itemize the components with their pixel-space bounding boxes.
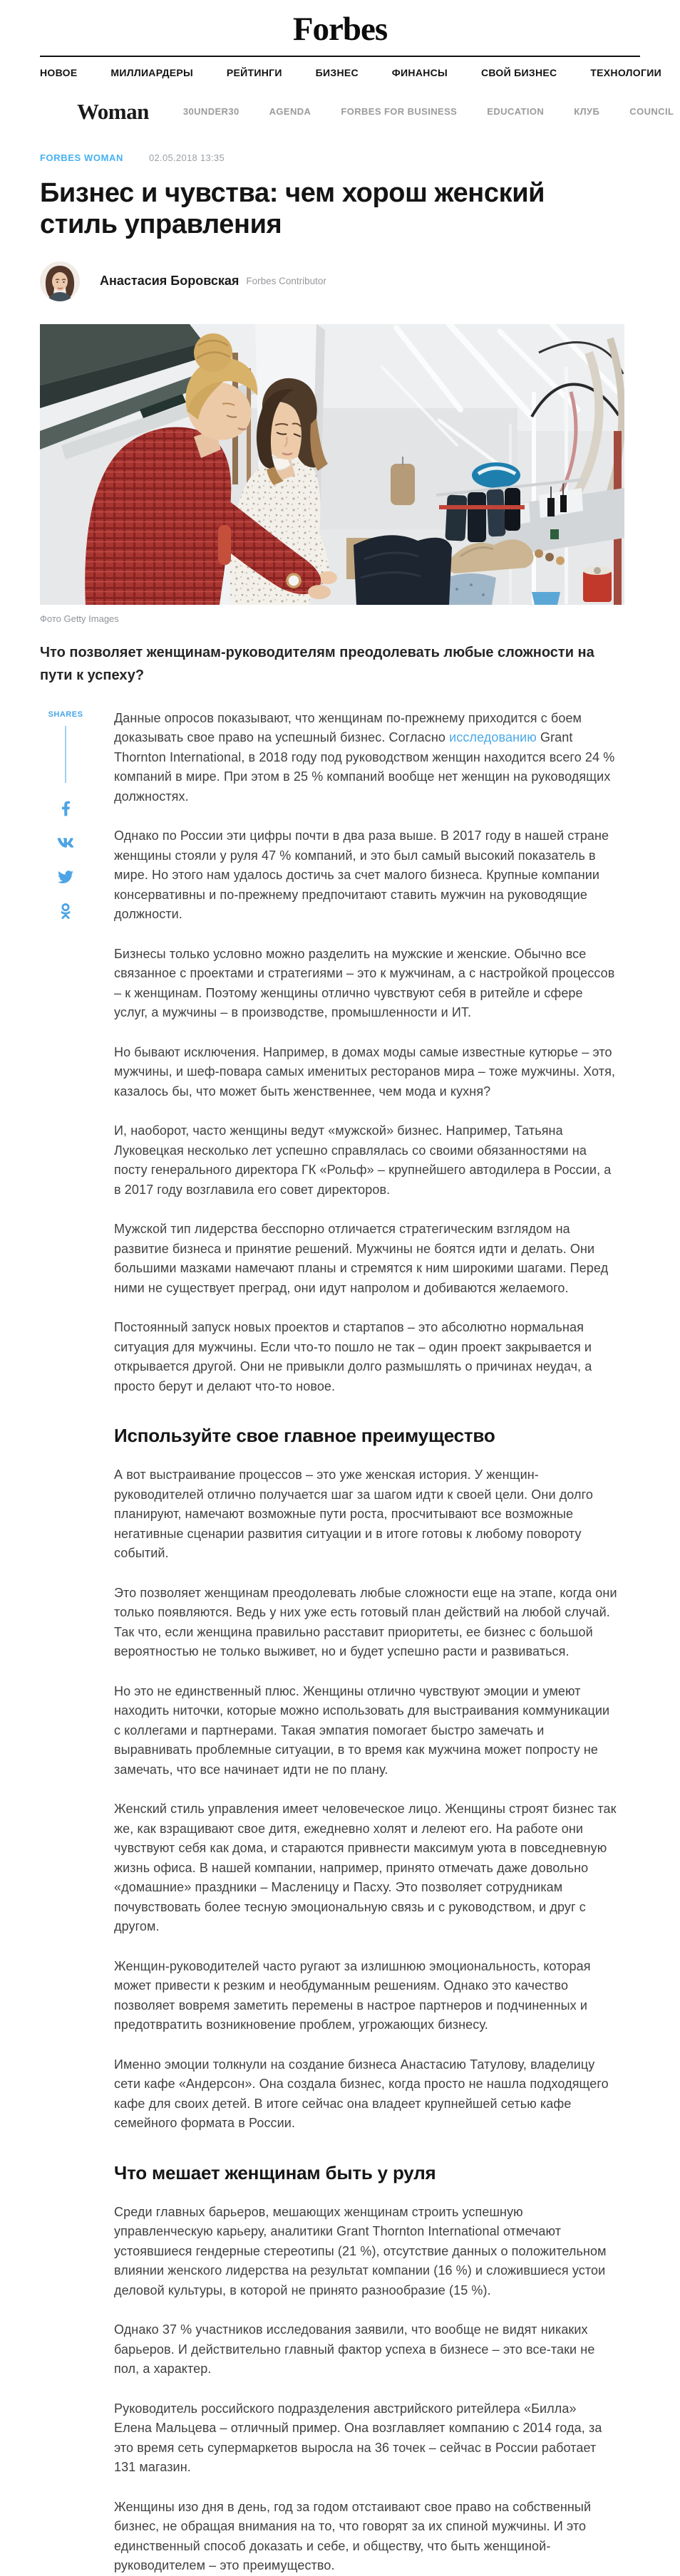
article bbox=[40, 152, 626, 2576]
article-paragraph: Но бывают исключения. Например, в домах моды самые известные кутюрье – это мужчины, и шеф-повара самых именитых ресторанов мира – тоже мужчины. Хотя, казалось бы, что может быть женственнее, чем мода и кухня? bbox=[114, 1044, 616, 1099]
article-paragraph: Однако по России эти цифры почти в два раза выше. В 2017 году в нашей стране женщины стояли у руля 47 % компаний, и это был самый высокий показатель в мире. Но этого нам удалось достичь за счет малого бизнеса. Крупные компании консервативны и по-прежнему предпочитают ставить мужчин на руководящие должности. bbox=[114, 829, 609, 922]
forbes-woman-logo[interactable]: Woman bbox=[77, 98, 149, 124]
facebook-share-icon[interactable] bbox=[57, 800, 74, 817]
secondary-nav-item[interactable]: FORBES FOR BUSINESS bbox=[341, 106, 458, 118]
article-paragraph: Женский стиль управления имеет человеческое лицо. Женщины строят бизнес так же, как взращивают свое дитя, ежедневно холят и лелеют его. На работе они чувствуют себя как дома, и стараются привнести максимум уюта в повседневную жизнь офиса. В нашей компании, например, принято отмечать даже довольно «домашние» праздники – Масленицу и Пасху. Это позволяет сотрудникам почувствовать более тесную эмоциональную связь и с руководством, и друг с другом. bbox=[114, 1802, 617, 1934]
article-paragraph: И, наоборот, часто женщины ведут «мужской» бизнес. Например, Татьяна Луковецкая несколько лет успешно справлялась со своими обязанностями на посту генерального директора ГК «Рольф» – крупнейшего автодилера в России, а в 2017 году возглавила его совет директоров. bbox=[114, 1123, 612, 1197]
primary-nav-item[interactable]: МИЛЛИАРДЕРЫ bbox=[110, 66, 194, 78]
article-paragraph: Данные опросов показывают, что женщинам по-прежнему приходится с боем доказывать свое право на успешный бизнес. Согласно исследованию Grant Thornton International, в 2018 году под руководством женщин находится всего 24 % компаний в мире. При этом в 25 % компаний вообще нет женщин на руководящих должностях. bbox=[114, 710, 615, 804]
hero-image bbox=[40, 324, 624, 605]
primary-nav-item[interactable]: ТЕХНОЛОГИИ bbox=[590, 66, 661, 78]
publish-date: 02.05.2018 13:35 bbox=[148, 152, 225, 163]
article-paragraph: Женщин-руководителей часто ругают за излишнюю эмоциональность, которая может привести к резким и необдуманным решениям. Однако это качество позволяет вовремя заметить перемены в настрое партнеров и подчиненных и предотвратить возникновение проблем, угрожающих бизнесу. bbox=[114, 1958, 591, 2032]
article-paragraph: Постоянный запуск новых проектов и стартапов – это абсолютно нормальная ситуация для мужчины. Если что-то пошло не так – один проект закрывается и открывается другой. Они не привыкли долго размышлять о причинах неудач, а просто берут и делают что-то новое. bbox=[114, 1320, 592, 1393]
secondary-nav-item[interactable]: 30UNDER30 bbox=[182, 106, 239, 118]
photo-credit: Фото Getty Images bbox=[40, 613, 119, 624]
section-heading: Что мешает женщинам быть у руля bbox=[114, 2161, 436, 2183]
twitter-share-icon[interactable] bbox=[57, 868, 74, 886]
shares-label: SHARES bbox=[48, 710, 83, 719]
breadcrumb-row bbox=[40, 152, 626, 163]
article-paragraph: Среди главных барьеров, мешающих женщинам строить успешную управленческую карьеру, аналитики Grant Thornton International отмечают устоявшиеся гендерные стереотипы (21 %), отсутствие данных о положительном влиянии женского лидерства на результат компании (16 %) и сложившиеся устои деловой культуры, в которой не принято разнообразие (15 %). bbox=[114, 2204, 607, 2297]
primary-nav-item[interactable]: РЕЙТИНГИ bbox=[226, 66, 282, 78]
forbes-logo[interactable]: Forbes bbox=[292, 11, 388, 48]
secondary-nav-item[interactable]: КЛУБ bbox=[574, 106, 600, 118]
secondary-nav bbox=[77, 90, 674, 134]
primary-nav bbox=[40, 57, 661, 88]
article-paragraph: Мужской тип лидерства бесспорно отличается стратегическим взглядом на развитие бизнеса и принятие решений. Мужчины не боятся идти и делать. Они большими мазками намечают планы и стремятся к ним широкими шагами. Перед ними не существует преград, они идут напролом и добиваются желаемого. bbox=[114, 1222, 609, 1295]
article-lead: Что позволяет женщинам-руководителям преодолевать любые сложности на пути к успеху? bbox=[40, 644, 594, 684]
author-name[interactable]: Анастасия Боровская bbox=[100, 274, 239, 289]
article-paragraph: Однако 37 % участников исследования заявили, что вообще не видят никаких барьеров. И действительно главный фактор успеха в бизнесе – это все-таки не пол, а характер. bbox=[114, 2322, 595, 2377]
inline-link[interactable]: исследованию bbox=[449, 730, 537, 745]
article-body bbox=[114, 709, 626, 2576]
author-block bbox=[40, 261, 626, 301]
page-title: Бизнес и чувства: чем хорош женский стиль управления bbox=[40, 177, 545, 239]
primary-nav-item[interactable]: НОВОЕ bbox=[40, 66, 78, 78]
primary-nav-item[interactable]: ФИНАНСЫ bbox=[391, 66, 448, 78]
author-role: Forbes Contributor bbox=[246, 276, 326, 287]
share-divider bbox=[65, 726, 66, 783]
article-paragraph: А вот выстраивание процессов – это уже женская история. У женщин-руководителей отлично получается шаг за шагом идти к своей цели. Они долго планируют, намечают возможные пути роста, просчитывают все возможные негативные сценарии развития ситуации и в итоге готовы к любому повороту событий. bbox=[114, 1468, 594, 1561]
secondary-nav-item[interactable]: AGENDA bbox=[269, 106, 311, 118]
site-header bbox=[0, 0, 680, 134]
section-heading: Используйте свое главное преимущество bbox=[114, 1425, 495, 1447]
avatar bbox=[40, 261, 80, 301]
article-paragraph: Женщины изо дня в день, год за годом отстаивают свое право на собственный бизнес, не обращая внимания на то, что говорят за их спиной мужчины. И это единственный способ доказать и себе, и обществу, что быть женщиной-руководителем – это преимущество. bbox=[114, 2499, 592, 2573]
primary-nav-item[interactable]: БИЗНЕС bbox=[315, 66, 359, 78]
vk-share-icon[interactable] bbox=[57, 834, 74, 851]
article-paragraph: Бизнесы только условно можно разделить на мужские и женские. Обычно все связанное с проектами и стратегиями – это к мужчинам, а с настройкой процессов – к женщинам. Поэтому женщины отлично чувствуют себя в ритейле и сфере услуг, а мужчины – в производстве, промышленности и ИТ. bbox=[114, 946, 615, 1020]
share-rail bbox=[48, 710, 83, 920]
article-paragraph: Именно эмоции толкнули на создание бизнеса Анастасию Татулову, владелицу сети кафе «Андерсон». Она создала бизнес, когда просто не нашла подходящего кафе для своих детей. В итоге сейчас она владеет крупнейшей сетью кафе семейного формата в России. bbox=[114, 2057, 609, 2131]
article-paragraph: Но это не единственный плюс. Женщины отлично чувствуют эмоции и умеют находить ниточки, которые можно использовать для выстраивания коммуникации с коллегами и партнерами. Такая эмпатия помогает быстро замечать и выравнивать проблемные ситуации, в то время как мужчина может попросту не замечать, что все начинает идти не по плану. bbox=[114, 1683, 610, 1777]
odnoklassniki-share-icon[interactable] bbox=[57, 903, 74, 920]
article-paragraph: Руководитель российского подразделения австрийского ритейлера «Билла» Елена Мальцева – отличный пример. Она возглавляет компанию с 2014 года, за это время сеть супермаркетов выросла на 36 точек – сейчас в России работает 131 магазин. bbox=[114, 2401, 602, 2475]
secondary-nav-item[interactable]: EDUCATION bbox=[487, 106, 545, 118]
article-paragraph: Это позволяет женщинам преодолевать любые сложности еще на этапе, когда они только появляются. Ведь у них уже есть готовый план действий на любой случай. Так что, если женщина правильно расставит приоритеты, ее бизнес с большой вероятностью не только выживет, но и будет успешно расти и развиваться. bbox=[114, 1585, 617, 1659]
primary-nav-item[interactable]: СВОЙ БИЗНЕС bbox=[480, 66, 557, 78]
secondary-nav-item[interactable]: COUNCIL bbox=[629, 106, 674, 118]
breadcrumb[interactable]: FORBES WOMAN bbox=[40, 152, 123, 163]
